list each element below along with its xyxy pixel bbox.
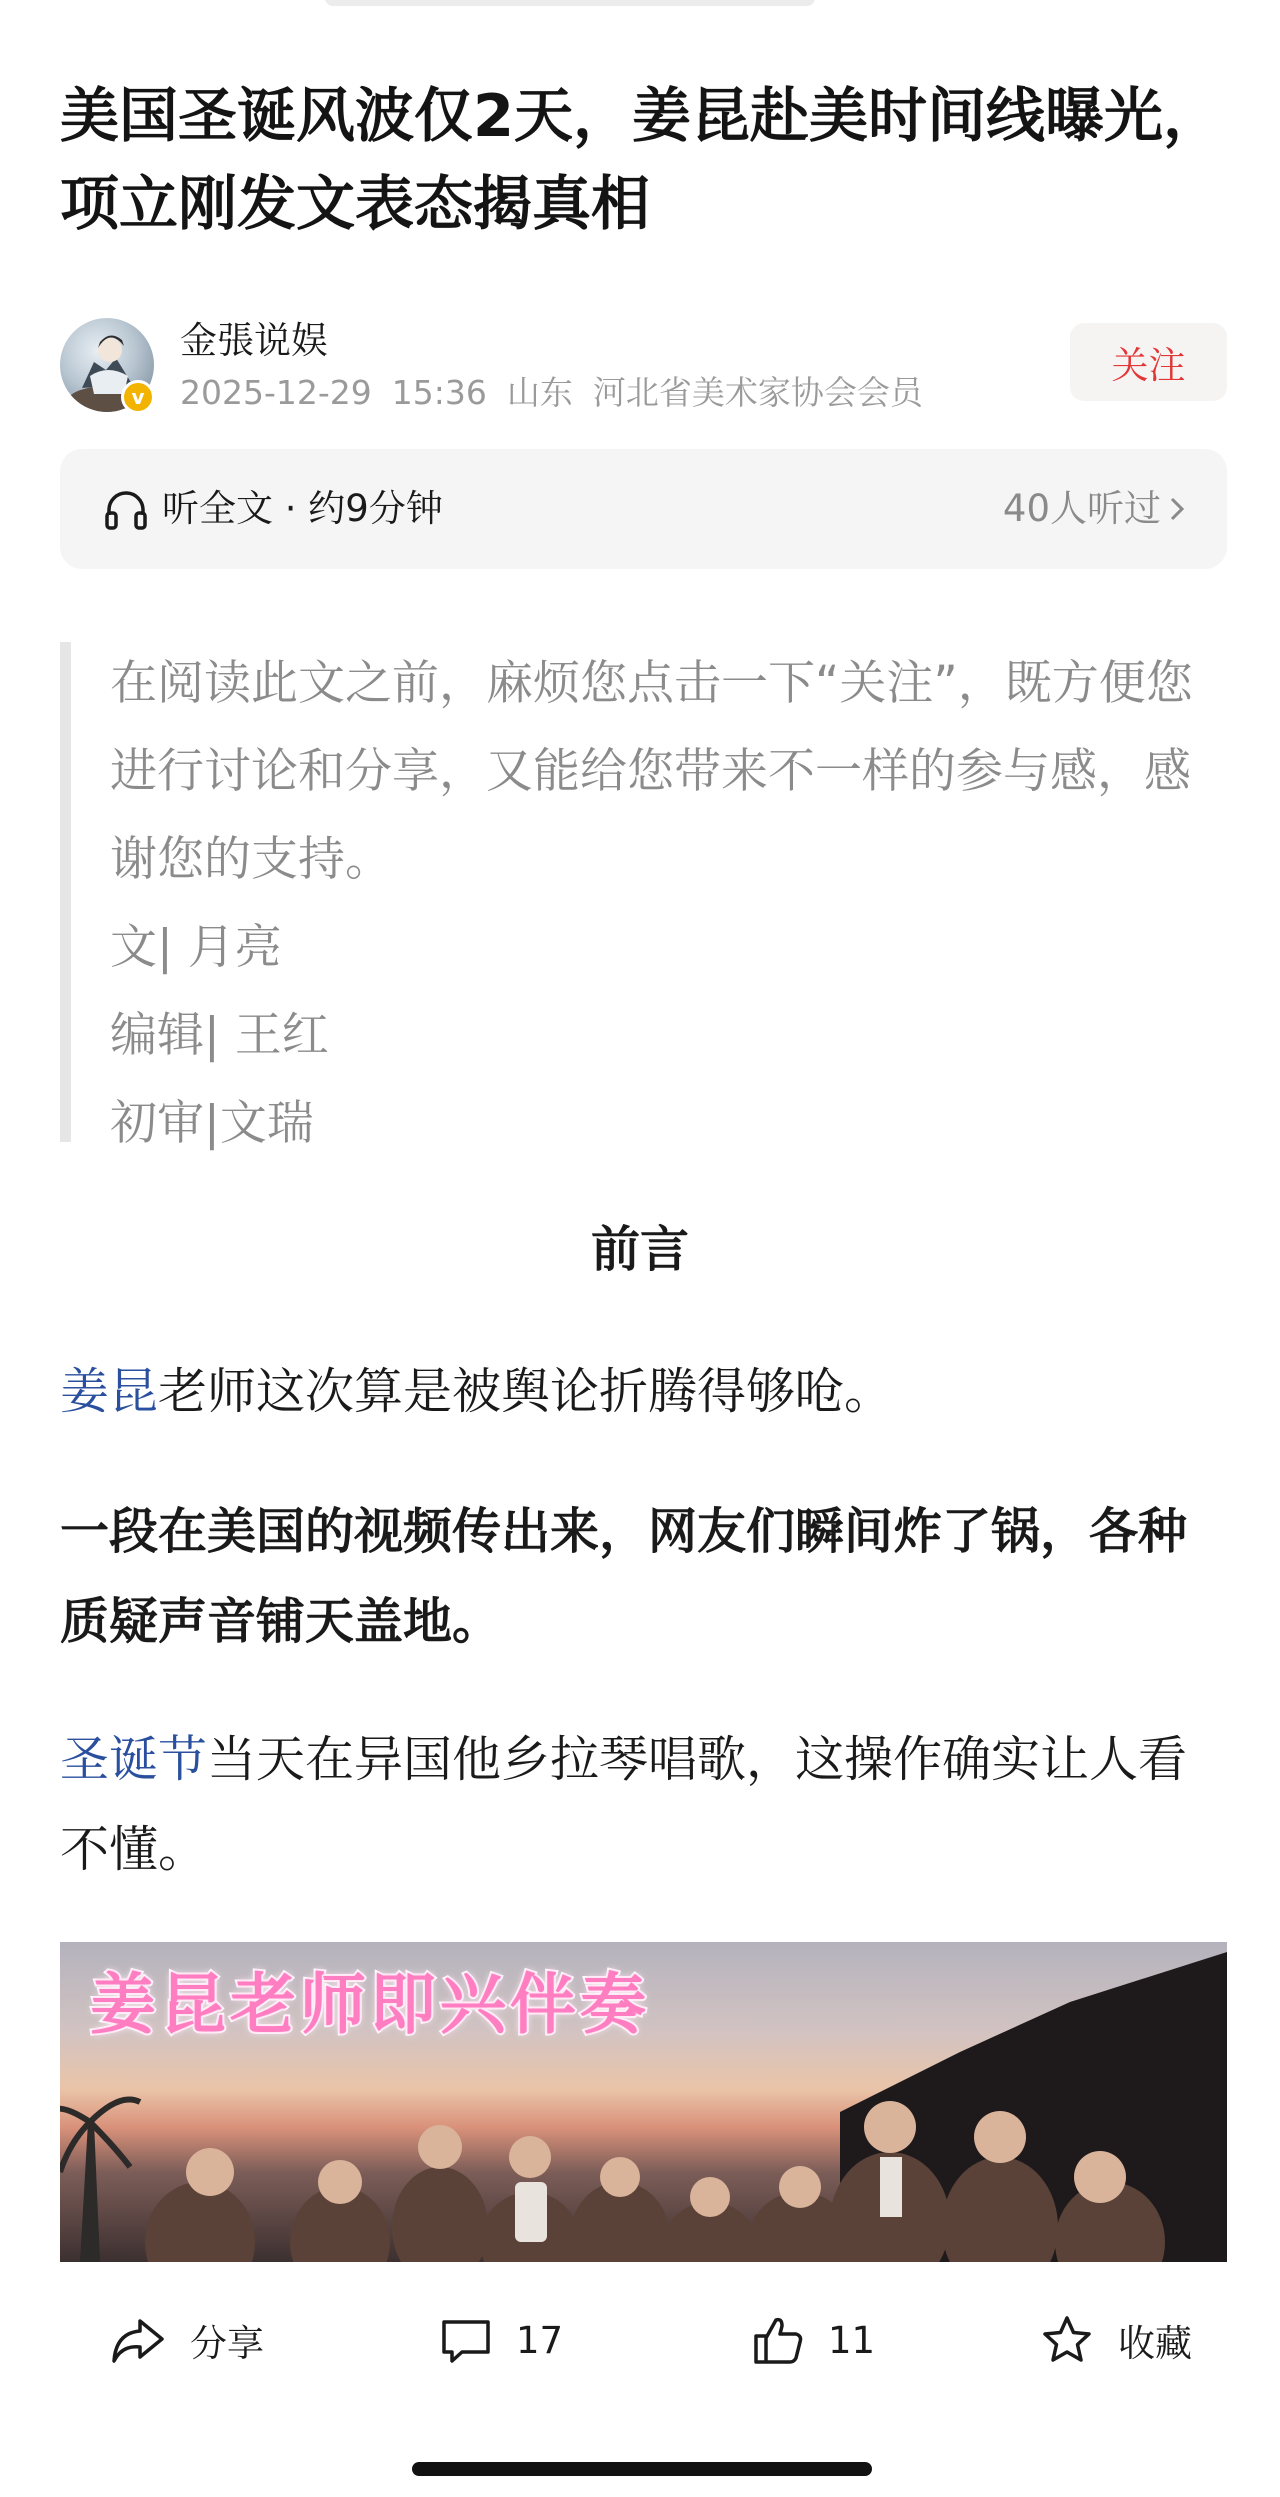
keyword-link-jiangkun[interactable]: 姜昆: [60, 1363, 159, 1420]
editor-credit: 编辑| 王红: [110, 1008, 329, 1063]
listen-full-text-bar[interactable]: [60, 449, 1227, 569]
section-heading: 前言: [590, 1221, 689, 1278]
comment-count: 17: [516, 2318, 564, 2362]
paragraph-1: [60, 1347, 1230, 1437]
paragraph-3-text: 当天在异国他乡拉琴唱歌，这操作确实让人看不懂。: [60, 1731, 1188, 1878]
home-indicator[interactable]: [412, 2462, 872, 2476]
comment-icon: [440, 2316, 492, 2364]
comment-button[interactable]: [440, 2308, 563, 2372]
paragraph-3: [60, 1715, 1230, 1895]
thumbs-up-icon: [752, 2314, 804, 2366]
keyword-link-christmas[interactable]: 圣诞节: [60, 1731, 208, 1788]
follow-notice: 在阅读此文之前，麻烦您点击一下“关注”，既方便您进行讨论和分享，又能给您带来不一样的参与感，感谢您的支持。: [110, 656, 1193, 887]
chevron-right-icon: [1169, 496, 1185, 522]
like-button[interactable]: [752, 2308, 875, 2372]
listen-count: 40人听过: [1002, 487, 1161, 530]
review-credit: 初审|文瑞: [110, 1096, 314, 1151]
star-icon: [1040, 2314, 1094, 2366]
author-credit: 文| 月亮: [110, 920, 282, 975]
video-thumbnail[interactable]: [60, 1942, 1227, 2262]
video-overlay-title: 姜昆老师即兴伴奏: [90, 1966, 650, 2043]
author-name[interactable]: 金張说娱: [180, 319, 328, 362]
publish-location: 山东: [506, 373, 573, 412]
follow-button[interactable]: 关注: [1070, 323, 1227, 401]
bottom-action-bar: [0, 2280, 1280, 2400]
like-count: 11: [828, 2318, 876, 2362]
favorite-label: 收藏: [1118, 2322, 1192, 2365]
paragraph-1-text: 老师这次算是被舆论折腾得够呛。: [158, 1363, 894, 1420]
verified-badge: v: [121, 380, 155, 414]
publish-date: 2025-12-29: [180, 373, 372, 412]
author-meta: [180, 372, 943, 414]
share-label: 分享: [190, 2322, 264, 2365]
quote-bar: [60, 642, 71, 1142]
publish-time: 15:36: [391, 373, 487, 412]
sheet-handle: [325, 0, 815, 6]
share-icon: [110, 2315, 166, 2365]
share-button[interactable]: [110, 2308, 264, 2372]
intro-quote-block: [60, 640, 1227, 1151]
article-title: 美国圣诞风波仅2天，姜昆赴美时间线曝光，项立刚发文表态揭真相: [60, 81, 1223, 238]
headphone-icon: [104, 489, 148, 531]
listen-label: 听全文 · 约9分钟: [162, 487, 443, 530]
author-credential: 河北省美术家协会会员: [592, 373, 923, 412]
paragraph-2: 一段在美国的视频传出来，网友们瞬间炸了锅，各种质疑声音铺天盖地。: [60, 1503, 1188, 1650]
favorite-button[interactable]: [1040, 2308, 1192, 2372]
